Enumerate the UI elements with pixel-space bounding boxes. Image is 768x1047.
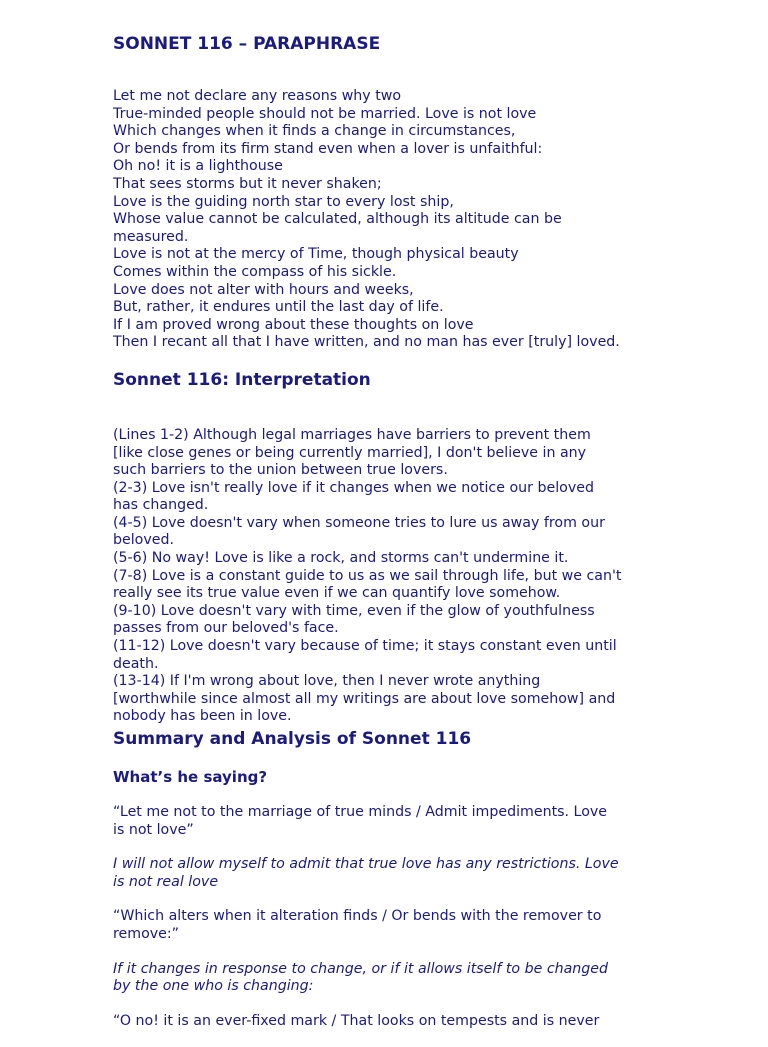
- interpretation-line: (Lines 1-2) Although legal marriages have barriers to prevent them: [113, 426, 591, 443]
- paraphrase-line: Which changes when it finds a change in circumstances,: [113, 123, 516, 140]
- interpretation-heading: Sonnet 116: Interpretation: [113, 369, 371, 390]
- paraphrase-line: Love does not alter with hours and weeks,: [113, 281, 414, 298]
- paraphrase-line: measured.: [113, 228, 189, 245]
- quote-line: “Which alters when it alteration finds / Or bends with the remover to: [113, 908, 602, 925]
- gloss-line: is not real love: [113, 873, 219, 890]
- interpretation-line: [like close genes or being currently married], I don't believe in any: [113, 444, 587, 461]
- gloss-line: I will not allow myself to admit that true love has any restrictions. Love: [113, 856, 619, 873]
- interpretation-line: (5-6) No way! Love is like a rock, and storms can't undermine it.: [113, 550, 569, 567]
- quote-line: remove:”: [113, 925, 180, 942]
- quote-gloss: [113, 856, 673, 891]
- interpretation-line: (4-5) Love doesn't vary when someone tries to lure us away from our: [113, 514, 605, 531]
- gloss-line: If it changes in response to change, or if it allows itself to be changed: [113, 960, 609, 977]
- summary-heading: Summary and Analysis of Sonnet 116: [113, 729, 472, 749]
- interpretation-line: [worthwhile since almost all my writings are about love somehow] and: [113, 690, 616, 707]
- interpretation-line: (11-12) Love doesn't vary because of time; it stays constant even until: [113, 638, 617, 655]
- paraphrase-line: Whose value cannot be calculated, although its altitude can be: [113, 211, 562, 228]
- gloss-line: by the one who is changing:: [113, 978, 314, 995]
- quote-gloss: [113, 961, 673, 996]
- paraphrase-line: Or bends from its firm stand even when a lover is unfaithful:: [113, 140, 543, 157]
- paraphrase-line: Then I recant all that I have written, and no man has ever [truly] loved.: [113, 334, 620, 351]
- interpretation-line: passes from our beloved's face.: [113, 620, 339, 637]
- paraphrase-heading: SONNET 116 – PARAPHRASE: [113, 34, 381, 54]
- interpretation-line: nobody has been in love.: [113, 708, 292, 725]
- paraphrase-text: [113, 88, 673, 352]
- interpretation-line: (2-3) Love isn't really love if it changes when we notice our beloved: [113, 479, 594, 496]
- quote-line: “Let me not to the marriage of true minds / Admit impediments. Love: [113, 804, 608, 820]
- interpretation-line: beloved.: [113, 532, 174, 549]
- quote-line: is not love”: [113, 821, 194, 838]
- paraphrase-line: True-minded people should not be married. Love is not love: [113, 105, 537, 122]
- paraphrase-line: Oh no! it is a lighthouse: [113, 158, 283, 175]
- paraphrase-line: Love is not at the mercy of Time, though physical beauty: [113, 246, 519, 263]
- sonnet-quote: [113, 908, 673, 943]
- document-page: [113, 33, 673, 1047]
- interpretation-line: such barriers to the union between true lovers.: [113, 462, 448, 479]
- sonnet-quote: [113, 1013, 673, 1031]
- paraphrase-line: That sees storms but it never shaken;: [113, 175, 382, 192]
- interpretation-line: really see its true value even if we can quantify love somehow.: [113, 585, 561, 602]
- interpretation-line: (7-8) Love is a constant guide to us as we sail through life, but we can't: [113, 567, 622, 584]
- whats-he-saying-subheading: What’s he saying?: [113, 768, 268, 786]
- quote-line: “O no! it is an ever-fixed mark / That looks on tempests and is never: [113, 1012, 600, 1029]
- paraphrase-line: Love is the guiding north star to every lost ship,: [113, 193, 454, 210]
- paraphrase-line: But, rather, it endures until the last day of life.: [113, 299, 444, 316]
- paraphrase-line: Comes within the compass of his sickle.: [113, 263, 397, 280]
- paraphrase-line: If I am proved wrong about these thoughts on love: [113, 316, 474, 333]
- interpretation-line: death.: [113, 655, 159, 672]
- sonnet-quote: [113, 804, 673, 839]
- interpretation-text: [113, 427, 673, 726]
- paraphrase-line: Let me not declare any reasons why two: [113, 88, 402, 104]
- interpretation-line: has changed.: [113, 497, 209, 514]
- interpretation-line: (13-14) If I'm wrong about love, then I never wrote anything: [113, 673, 541, 690]
- interpretation-line: (9-10) Love doesn't vary with time, even if the glow of youthfulness: [113, 602, 595, 619]
